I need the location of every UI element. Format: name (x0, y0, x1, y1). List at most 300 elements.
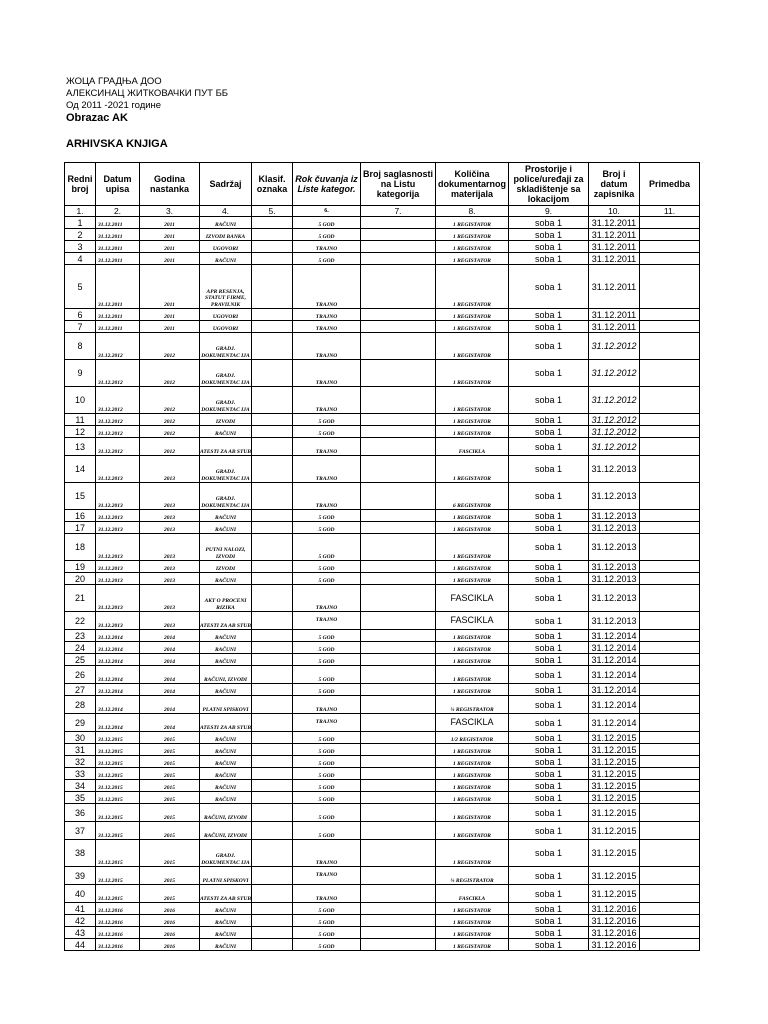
cell-datum-upisa: 31.12.2016 (96, 927, 140, 939)
cell-rok-cuvanja: 5 GOD (293, 684, 361, 696)
cell-kolicina: FASCIKLA (436, 885, 509, 903)
cell-broj-datum-zapisnika: 31.12.2013 (589, 561, 640, 573)
cell-broj-saglasnosti (361, 612, 436, 630)
cell-primedba (640, 714, 700, 732)
table-row (65, 534, 700, 561)
table-row (65, 309, 700, 321)
row-number: 7 (65, 321, 96, 333)
company-address: АЛЕКСИНАЦ ЖИТКОВАЧКИ ПУТ ББ (66, 88, 229, 99)
row-number: 34 (65, 780, 96, 792)
row-number: 20 (65, 573, 96, 585)
row-number: 16 (65, 510, 96, 522)
cell-primedba (640, 438, 700, 456)
row-number: 15 (65, 483, 96, 510)
column-number: 9. (509, 206, 589, 217)
cell-sadrzaj: GRADJ. DOKUMENTAC IJA (200, 387, 252, 414)
cell-broj-datum-zapisnika: 31.12.2014 (589, 654, 640, 666)
cell-godina-nastanka: 2015 (140, 768, 200, 780)
cell-klasif-oznaka (252, 804, 293, 822)
cell-broj-datum-zapisnika: 31.12.2014 (589, 666, 640, 684)
cell-kolicina: 6 REGISTATOR (436, 483, 509, 510)
cell-broj-saglasnosti (361, 510, 436, 522)
cell-prostorije: soba 1 (509, 414, 589, 426)
row-number: 5 (65, 265, 96, 309)
cell-godina-nastanka: 2011 (140, 229, 200, 241)
cell-prostorije: soba 1 (509, 915, 589, 927)
cell-klasif-oznaka (252, 642, 293, 654)
cell-broj-datum-zapisnika: 31.12.2014 (589, 684, 640, 696)
cell-rok-cuvanja: TRAJNO (293, 867, 361, 885)
cell-rok-cuvanja: 5 GOD (293, 744, 361, 756)
cell-broj-datum-zapisnika: 31.12.2011 (589, 217, 640, 229)
cell-broj-datum-zapisnika: 31.12.2011 (589, 241, 640, 253)
cell-klasif-oznaka (252, 253, 293, 265)
cell-godina-nastanka: 2011 (140, 241, 200, 253)
cell-rok-cuvanja: 5 GOD (293, 804, 361, 822)
cell-rok-cuvanja: TRAJNO (293, 438, 361, 456)
cell-broj-datum-zapisnika: 31.12.2013 (589, 612, 640, 630)
cell-broj-datum-zapisnika: 31.12.2014 (589, 642, 640, 654)
cell-broj-saglasnosti (361, 265, 436, 309)
table-row (65, 822, 700, 840)
cell-godina-nastanka: 2014 (140, 666, 200, 684)
cell-godina-nastanka: 2015 (140, 867, 200, 885)
cell-kolicina: FASCIKLA (436, 714, 509, 732)
cell-broj-saglasnosti (361, 939, 436, 951)
cell-prostorije: soba 1 (509, 696, 589, 714)
cell-primedba (640, 414, 700, 426)
cell-broj-saglasnosti (361, 414, 436, 426)
cell-broj-datum-zapisnika: 31.12.2015 (589, 822, 640, 840)
cell-kolicina: 1 REGISTATOR (436, 939, 509, 951)
cell-kolicina: 1 REGISTATOR (436, 756, 509, 768)
col-header-rok-cuvanja: Rok čuvanja iz Liste kategor. (293, 163, 361, 206)
cell-rok-cuvanja: 5 GOD (293, 642, 361, 654)
col-header-godina-nastanka: Godina nastanka (140, 163, 200, 206)
table-row (65, 360, 700, 387)
cell-datum-upisa: 31.12.2011 (96, 321, 140, 333)
row-number: 36 (65, 804, 96, 822)
cell-prostorije: soba 1 (509, 792, 589, 804)
row-number: 8 (65, 333, 96, 360)
cell-sadrzaj: ATESTI ZA AB STUB (200, 885, 252, 903)
table-row (65, 561, 700, 573)
cell-prostorije: soba 1 (509, 426, 589, 438)
cell-primedba (640, 360, 700, 387)
cell-godina-nastanka: 2012 (140, 414, 200, 426)
cell-datum-upisa: 31.12.2015 (96, 804, 140, 822)
row-number: 33 (65, 768, 96, 780)
cell-prostorije: soba 1 (509, 229, 589, 241)
cell-godina-nastanka: 2015 (140, 780, 200, 792)
cell-rok-cuvanja: 5 GOD (293, 229, 361, 241)
cell-prostorije: soba 1 (509, 732, 589, 744)
cell-datum-upisa: 31.12.2015 (96, 732, 140, 744)
row-number: 30 (65, 732, 96, 744)
cell-prostorije: soba 1 (509, 840, 589, 867)
table-row (65, 229, 700, 241)
cell-sadrzaj: PUTNI NALOZI, IZVODI (200, 534, 252, 561)
cell-kolicina: 1 REGISTATOR (436, 780, 509, 792)
row-number: 42 (65, 915, 96, 927)
cell-broj-datum-zapisnika: 31.12.2013 (589, 585, 640, 612)
cell-broj-saglasnosti (361, 630, 436, 642)
cell-prostorije: soba 1 (509, 265, 589, 309)
table-row (65, 939, 700, 951)
cell-godina-nastanka: 2013 (140, 510, 200, 522)
cell-rok-cuvanja: 5 GOD (293, 522, 361, 534)
cell-sadrzaj: AKT O PROCENI RIZIKA (200, 585, 252, 612)
row-number: 19 (65, 561, 96, 573)
cell-broj-datum-zapisnika: 31.12.2011 (589, 253, 640, 265)
cell-godina-nastanka: 2014 (140, 684, 200, 696)
cell-primedba (640, 915, 700, 927)
cell-sadrzaj: RAČUNI (200, 253, 252, 265)
cell-godina-nastanka: 2015 (140, 804, 200, 822)
cell-primedba (640, 744, 700, 756)
cell-rok-cuvanja: TRAJNO (293, 612, 361, 630)
row-number: 32 (65, 756, 96, 768)
cell-sadrzaj: RAČUNI (200, 903, 252, 915)
cell-broj-datum-zapisnika: 31.12.2015 (589, 744, 640, 756)
cell-broj-saglasnosti (361, 426, 436, 438)
cell-godina-nastanka: 2016 (140, 939, 200, 951)
cell-primedba (640, 885, 700, 903)
cell-broj-saglasnosti (361, 483, 436, 510)
cell-datum-upisa: 31.12.2012 (96, 426, 140, 438)
table-row (65, 456, 700, 483)
cell-sadrzaj: IZVODI (200, 414, 252, 426)
cell-broj-datum-zapisnika: 31.12.2013 (589, 522, 640, 534)
cell-broj-datum-zapisnika: 31.12.2012 (589, 387, 640, 414)
cell-primedba (640, 630, 700, 642)
column-number: 8. (436, 206, 509, 217)
cell-kolicina: 1 REGISTATOR (436, 654, 509, 666)
cell-sadrzaj: RAČUNI (200, 732, 252, 744)
cell-broj-saglasnosti (361, 684, 436, 696)
cell-kolicina: 1 REGISTATOR (436, 253, 509, 265)
table-body (65, 217, 700, 951)
cell-broj-datum-zapisnika: 31.12.2015 (589, 804, 640, 822)
cell-godina-nastanka: 2012 (140, 426, 200, 438)
cell-datum-upisa: 31.12.2013 (96, 483, 140, 510)
table-row (65, 756, 700, 768)
cell-godina-nastanka: 2011 (140, 321, 200, 333)
cell-prostorije: soba 1 (509, 321, 589, 333)
cell-broj-saglasnosti (361, 927, 436, 939)
cell-rok-cuvanja: 5 GOD (293, 253, 361, 265)
cell-primedba (640, 253, 700, 265)
cell-klasif-oznaka (252, 483, 293, 510)
cell-datum-upisa: 31.12.2013 (96, 522, 140, 534)
row-number: 25 (65, 654, 96, 666)
cell-sadrzaj: IZVODI BANKA (200, 229, 252, 241)
cell-godina-nastanka: 2015 (140, 885, 200, 903)
cell-rok-cuvanja: TRAJNO (293, 696, 361, 714)
cell-sadrzaj: RAČUNI (200, 684, 252, 696)
cell-primedba (640, 241, 700, 253)
cell-prostorije: soba 1 (509, 768, 589, 780)
table-row (65, 321, 700, 333)
column-number: 10. (589, 206, 640, 217)
table-row (65, 438, 700, 456)
cell-sadrzaj: RAČUNI (200, 654, 252, 666)
cell-kolicina: 1 REGISTATOR (436, 265, 509, 309)
cell-klasif-oznaka (252, 780, 293, 792)
table-row (65, 426, 700, 438)
cell-rok-cuvanja: TRAJNO (293, 714, 361, 732)
cell-broj-datum-zapisnika: 31.12.2013 (589, 510, 640, 522)
cell-rok-cuvanja: TRAJNO (293, 360, 361, 387)
column-number: 2. (96, 206, 140, 217)
cell-sadrzaj: RAČUNI (200, 756, 252, 768)
cell-kolicina: 1 REGISTATOR (436, 903, 509, 915)
cell-sadrzaj: UGOVORI (200, 321, 252, 333)
row-number: 43 (65, 927, 96, 939)
cell-rok-cuvanja: 5 GOD (293, 654, 361, 666)
cell-rok-cuvanja: 5 GOD (293, 939, 361, 951)
cell-datum-upisa: 31.12.2014 (96, 654, 140, 666)
cell-klasif-oznaka (252, 561, 293, 573)
cell-broj-saglasnosti (361, 696, 436, 714)
cell-kolicina: 1 REGISTATOR (436, 217, 509, 229)
cell-kolicina: 1 REGISTATOR (436, 684, 509, 696)
cell-broj-saglasnosti (361, 585, 436, 612)
row-number: 9 (65, 360, 96, 387)
cell-primedba (640, 927, 700, 939)
cell-primedba (640, 732, 700, 744)
cell-broj-datum-zapisnika: 31.12.2012 (589, 438, 640, 456)
form-label: Obrazac AK (66, 112, 128, 124)
cell-godina-nastanka: 2016 (140, 903, 200, 915)
cell-kolicina: 1 REGISTATOR (436, 573, 509, 585)
cell-prostorije: soba 1 (509, 309, 589, 321)
cell-godina-nastanka: 2013 (140, 573, 200, 585)
cell-prostorije: soba 1 (509, 666, 589, 684)
cell-broj-saglasnosti (361, 714, 436, 732)
cell-datum-upisa: 31.12.2016 (96, 939, 140, 951)
cell-primedba (640, 229, 700, 241)
row-number: 12 (65, 426, 96, 438)
cell-prostorije: soba 1 (509, 387, 589, 414)
cell-godina-nastanka: 2016 (140, 915, 200, 927)
cell-prostorije: soba 1 (509, 822, 589, 840)
cell-rok-cuvanja: TRAJNO (293, 885, 361, 903)
cell-rok-cuvanja: 5 GOD (293, 630, 361, 642)
cell-godina-nastanka: 2015 (140, 756, 200, 768)
cell-primedba (640, 684, 700, 696)
cell-godina-nastanka: 2013 (140, 456, 200, 483)
row-number: 35 (65, 792, 96, 804)
cell-godina-nastanka: 2016 (140, 927, 200, 939)
cell-broj-saglasnosti (361, 309, 436, 321)
cell-primedba (640, 612, 700, 630)
cell-kolicina: 1 REGISTATOR (436, 792, 509, 804)
cell-klasif-oznaka (252, 265, 293, 309)
cell-rok-cuvanja: 5 GOD (293, 792, 361, 804)
cell-broj-datum-zapisnika: 31.12.2011 (589, 321, 640, 333)
cell-prostorije: soba 1 (509, 522, 589, 534)
row-number: 4 (65, 253, 96, 265)
cell-rok-cuvanja: TRAJNO (293, 585, 361, 612)
cell-primedba (640, 585, 700, 612)
cell-rok-cuvanja: TRAJNO (293, 321, 361, 333)
cell-prostorije: soba 1 (509, 561, 589, 573)
table-row (65, 387, 700, 414)
cell-rok-cuvanja: 5 GOD (293, 414, 361, 426)
cell-rok-cuvanja: TRAJNO (293, 265, 361, 309)
cell-datum-upisa: 31.12.2011 (96, 241, 140, 253)
cell-godina-nastanka: 2015 (140, 732, 200, 744)
cell-broj-saglasnosti (361, 780, 436, 792)
cell-datum-upisa: 31.12.2014 (96, 714, 140, 732)
cell-godina-nastanka: 2011 (140, 217, 200, 229)
cell-datum-upisa: 31.12.2014 (96, 684, 140, 696)
cell-datum-upisa: 31.12.2012 (96, 414, 140, 426)
cell-klasif-oznaka (252, 903, 293, 915)
cell-godina-nastanka: 2012 (140, 387, 200, 414)
table-row (65, 714, 700, 732)
cell-datum-upisa: 31.12.2015 (96, 867, 140, 885)
cell-broj-saglasnosti (361, 360, 436, 387)
row-number: 28 (65, 696, 96, 714)
cell-primedba (640, 561, 700, 573)
cell-godina-nastanka: 2015 (140, 840, 200, 867)
cell-broj-datum-zapisnika: 31.12.2015 (589, 732, 640, 744)
col-header-prostorije: Prostorije i police/uređaji za skladištenje sa lokacijom (509, 163, 589, 206)
cell-godina-nastanka: 2011 (140, 265, 200, 309)
column-number: 7. (361, 206, 436, 217)
cell-sadrzaj: RAČUNI, IZVODI (200, 804, 252, 822)
table-row (65, 744, 700, 756)
cell-broj-saglasnosti (361, 654, 436, 666)
cell-sadrzaj: RAČUNI (200, 792, 252, 804)
cell-broj-saglasnosti (361, 217, 436, 229)
table-row (65, 241, 700, 253)
cell-broj-saglasnosti (361, 915, 436, 927)
row-number: 39 (65, 867, 96, 885)
cell-broj-saglasnosti (361, 456, 436, 483)
cell-godina-nastanka: 2015 (140, 822, 200, 840)
cell-prostorije: soba 1 (509, 927, 589, 939)
cell-klasif-oznaka (252, 438, 293, 456)
cell-primedba (640, 903, 700, 915)
cell-datum-upisa: 31.12.2015 (96, 756, 140, 768)
table-row (65, 903, 700, 915)
cell-datum-upisa: 31.12.2015 (96, 792, 140, 804)
row-number: 17 (65, 522, 96, 534)
cell-broj-datum-zapisnika: 31.12.2016 (589, 903, 640, 915)
cell-kolicina: 1 REGISTATOR (436, 241, 509, 253)
cell-broj-datum-zapisnika: 31.12.2016 (589, 927, 640, 939)
cell-broj-saglasnosti (361, 885, 436, 903)
cell-godina-nastanka: 2013 (140, 561, 200, 573)
cell-kolicina: 1 REGISTATOR (436, 915, 509, 927)
cell-primedba (640, 696, 700, 714)
row-number: 2 (65, 229, 96, 241)
cell-broj-datum-zapisnika: 31.12.2014 (589, 696, 640, 714)
cell-broj-datum-zapisnika: 31.12.2011 (589, 309, 640, 321)
cell-broj-datum-zapisnika: 31.12.2016 (589, 939, 640, 951)
cell-klasif-oznaka (252, 456, 293, 483)
cell-broj-saglasnosti (361, 792, 436, 804)
cell-datum-upisa: 31.12.2013 (96, 573, 140, 585)
cell-broj-saglasnosti (361, 903, 436, 915)
cell-datum-upisa: 31.12.2015 (96, 744, 140, 756)
cell-primedba (640, 426, 700, 438)
cell-datum-upisa: 31.12.2012 (96, 360, 140, 387)
cell-sadrzaj: RAČUNI (200, 939, 252, 951)
table-row (65, 804, 700, 822)
cell-datum-upisa: 31.12.2013 (96, 561, 140, 573)
table-row (65, 684, 700, 696)
cell-sadrzaj: APR RESENJA, STATUT FIRME, PRAVILNIK (200, 265, 252, 309)
cell-rok-cuvanja: 5 GOD (293, 756, 361, 768)
archive-table (64, 162, 700, 951)
cell-primedba (640, 309, 700, 321)
table-row (65, 840, 700, 867)
cell-kolicina: 1 REGISTATOR (436, 510, 509, 522)
cell-klasif-oznaka (252, 217, 293, 229)
table-row (65, 265, 700, 309)
cell-broj-datum-zapisnika: 31.12.2012 (589, 333, 640, 360)
cell-rok-cuvanja: TRAJNO (293, 840, 361, 867)
cell-broj-saglasnosti (361, 768, 436, 780)
row-number: 26 (65, 666, 96, 684)
cell-broj-saglasnosti (361, 642, 436, 654)
cell-broj-saglasnosti (361, 387, 436, 414)
cell-kolicina: 1 REGISTATOR (436, 927, 509, 939)
row-number: 14 (65, 456, 96, 483)
cell-datum-upisa: 31.12.2014 (96, 630, 140, 642)
cell-klasif-oznaka (252, 684, 293, 696)
table-row (65, 573, 700, 585)
cell-rok-cuvanja: 5 GOD (293, 768, 361, 780)
cell-prostorije: soba 1 (509, 573, 589, 585)
cell-primedba (640, 867, 700, 885)
cell-primedba (640, 510, 700, 522)
cell-broj-datum-zapisnika: 31.12.2016 (589, 915, 640, 927)
cell-kolicina: 1/2 REGISTATOR (436, 732, 509, 744)
col-header-sadrzaj: Sadržaj (200, 163, 252, 206)
cell-godina-nastanka: 2013 (140, 522, 200, 534)
column-number: 5. (252, 206, 293, 217)
row-number: 24 (65, 642, 96, 654)
cell-prostorije: soba 1 (509, 642, 589, 654)
table-row (65, 792, 700, 804)
cell-broj-saglasnosti (361, 253, 436, 265)
col-header-datum-upisa: Datum upisa (96, 163, 140, 206)
cell-sadrzaj: RAČUNI, IZVODI (200, 822, 252, 840)
cell-broj-saglasnosti (361, 732, 436, 744)
cell-kolicina: 1 REGISTATOR (436, 768, 509, 780)
cell-rok-cuvanja: 5 GOD (293, 927, 361, 939)
cell-broj-datum-zapisnika: 31.12.2014 (589, 630, 640, 642)
row-number: 18 (65, 534, 96, 561)
cell-sadrzaj: GRADJ. DOKUMENTAC IJA (200, 483, 252, 510)
cell-klasif-oznaka (252, 927, 293, 939)
cell-sadrzaj: RAČUNI (200, 510, 252, 522)
cell-kolicina: 1 REGISTATOR (436, 414, 509, 426)
cell-datum-upisa: 31.12.2011 (96, 309, 140, 321)
cell-sadrzaj: GRADJ. DOKUMENTAC IJA (200, 360, 252, 387)
cell-godina-nastanka: 2013 (140, 612, 200, 630)
table-row (65, 867, 700, 885)
table-row (65, 654, 700, 666)
cell-datum-upisa: 31.12.2012 (96, 333, 140, 360)
row-number: 6 (65, 309, 96, 321)
cell-broj-saglasnosti (361, 333, 436, 360)
